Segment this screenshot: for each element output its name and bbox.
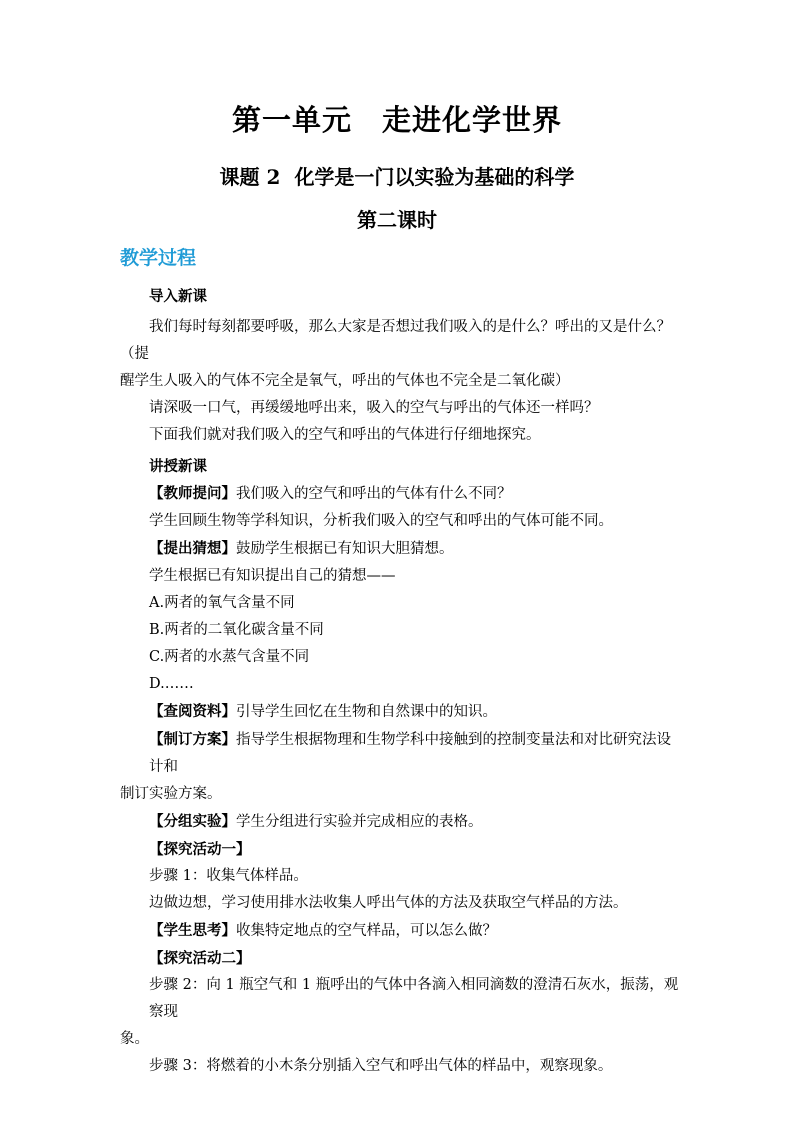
hypothesis bbox=[120, 535, 680, 563]
hypothesis-label: 【提出猜想】 bbox=[149, 540, 236, 557]
reference bbox=[120, 698, 680, 726]
section-heading: 教学过程 bbox=[120, 247, 197, 269]
intro-heading: 导入新课 bbox=[149, 288, 207, 305]
activity-two-label: 【探究活动二】 bbox=[149, 950, 251, 967]
option-a: A.两者的氧气含量不同 bbox=[149, 595, 295, 611]
plan-text: 指导学生根据物理和生物学科中接触到的控制变量法和对比研究法设计和 bbox=[149, 732, 671, 775]
intro-paragraph-1: 我们每时每刻都要呼吸，那么大家是否想过我们吸入的是什么？呼出的又是什么？（提 bbox=[120, 319, 671, 362]
content-body bbox=[120, 283, 680, 1080]
step-one-note: 边做边想，学习使用排水法收集人呼出气体的方法及获取空气样品的方法。 bbox=[149, 895, 628, 911]
plan-text-cont: 制订实验方案。 bbox=[120, 786, 222, 802]
student-thinking-label: 【学生思考】 bbox=[149, 922, 236, 939]
unit-name: 走进化学世界 bbox=[382, 103, 563, 137]
option-b: B.两者的二氧化碳含量不同 bbox=[149, 622, 324, 638]
intro-paragraph-3: 下面我们就对我们吸入的空气和呼出的气体进行仔细地探究。 bbox=[149, 427, 541, 443]
student-thinking-text: 收集特定地点的空气样品，可以怎么做？ bbox=[236, 923, 497, 939]
hypothesis-intro: 学生根据已有知识提出自己的猜想—— bbox=[149, 568, 396, 584]
teacher-question-label: 【教师提问】 bbox=[149, 485, 236, 502]
option-d: D.…… bbox=[149, 676, 194, 692]
student-thinking bbox=[120, 917, 680, 945]
plan bbox=[120, 726, 680, 781]
reference-text: 引导学生回忆在生物和自然课中的知识。 bbox=[236, 704, 497, 720]
step-one: 步骤 1：收集气体样品。 bbox=[149, 868, 308, 884]
activity-one-label: 【探究活动一】 bbox=[149, 841, 251, 858]
plan-label: 【制订方案】 bbox=[149, 731, 236, 748]
teacher-question-text: 我们吸入的空气和呼出的气体有什么不同？ bbox=[236, 486, 512, 502]
lesson-name: 化学是一门以实验为基础的科学 bbox=[294, 165, 575, 189]
group-experiment-text: 学生分组进行实验并完成相应的表格。 bbox=[236, 814, 483, 830]
reference-label: 【查阅资料】 bbox=[149, 703, 236, 720]
intro-paragraph-1-cont: 醒学生人吸入的气体不完全是氧气，呼出的气体也不完全是二氧化碳） bbox=[120, 373, 570, 389]
page-title bbox=[0, 98, 794, 139]
unit-label: 第一单元 bbox=[231, 103, 352, 137]
lesson-number: 课题 2 bbox=[219, 165, 281, 189]
student-answer: 学生回顾生物等学科知识，分析我们吸入的空气和呼出的气体可能不同。 bbox=[149, 513, 613, 529]
teacher-question bbox=[120, 480, 680, 508]
step-two: 步骤 2：向 1 瓶空气和 1 瓶呼出的气体中各滴入相同滴数的澄清石灰水，振荡，观察现 bbox=[149, 977, 679, 1020]
option-c: C.两者的水蒸气含量不同 bbox=[149, 649, 310, 665]
step-three: 步骤 3：将燃着的小木条分别插入空气和呼出气体的样品中，观察现象。 bbox=[149, 1058, 613, 1074]
class-period: 第二课时 bbox=[357, 208, 437, 232]
intro-paragraph-2: 请深吸一口气，再缓缓地呼出来，吸入的空气与呼出的气体还一样吗？ bbox=[149, 400, 599, 416]
lesson-subtitle bbox=[0, 161, 794, 190]
group-experiment-label: 【分组实验】 bbox=[149, 813, 236, 830]
group-experiment bbox=[120, 808, 680, 836]
lesson-heading: 讲授新课 bbox=[149, 458, 207, 475]
step-two-cont: 象。 bbox=[120, 1031, 149, 1047]
hypothesis-text: 鼓励学生根据已有知识大胆猜想。 bbox=[236, 541, 454, 557]
